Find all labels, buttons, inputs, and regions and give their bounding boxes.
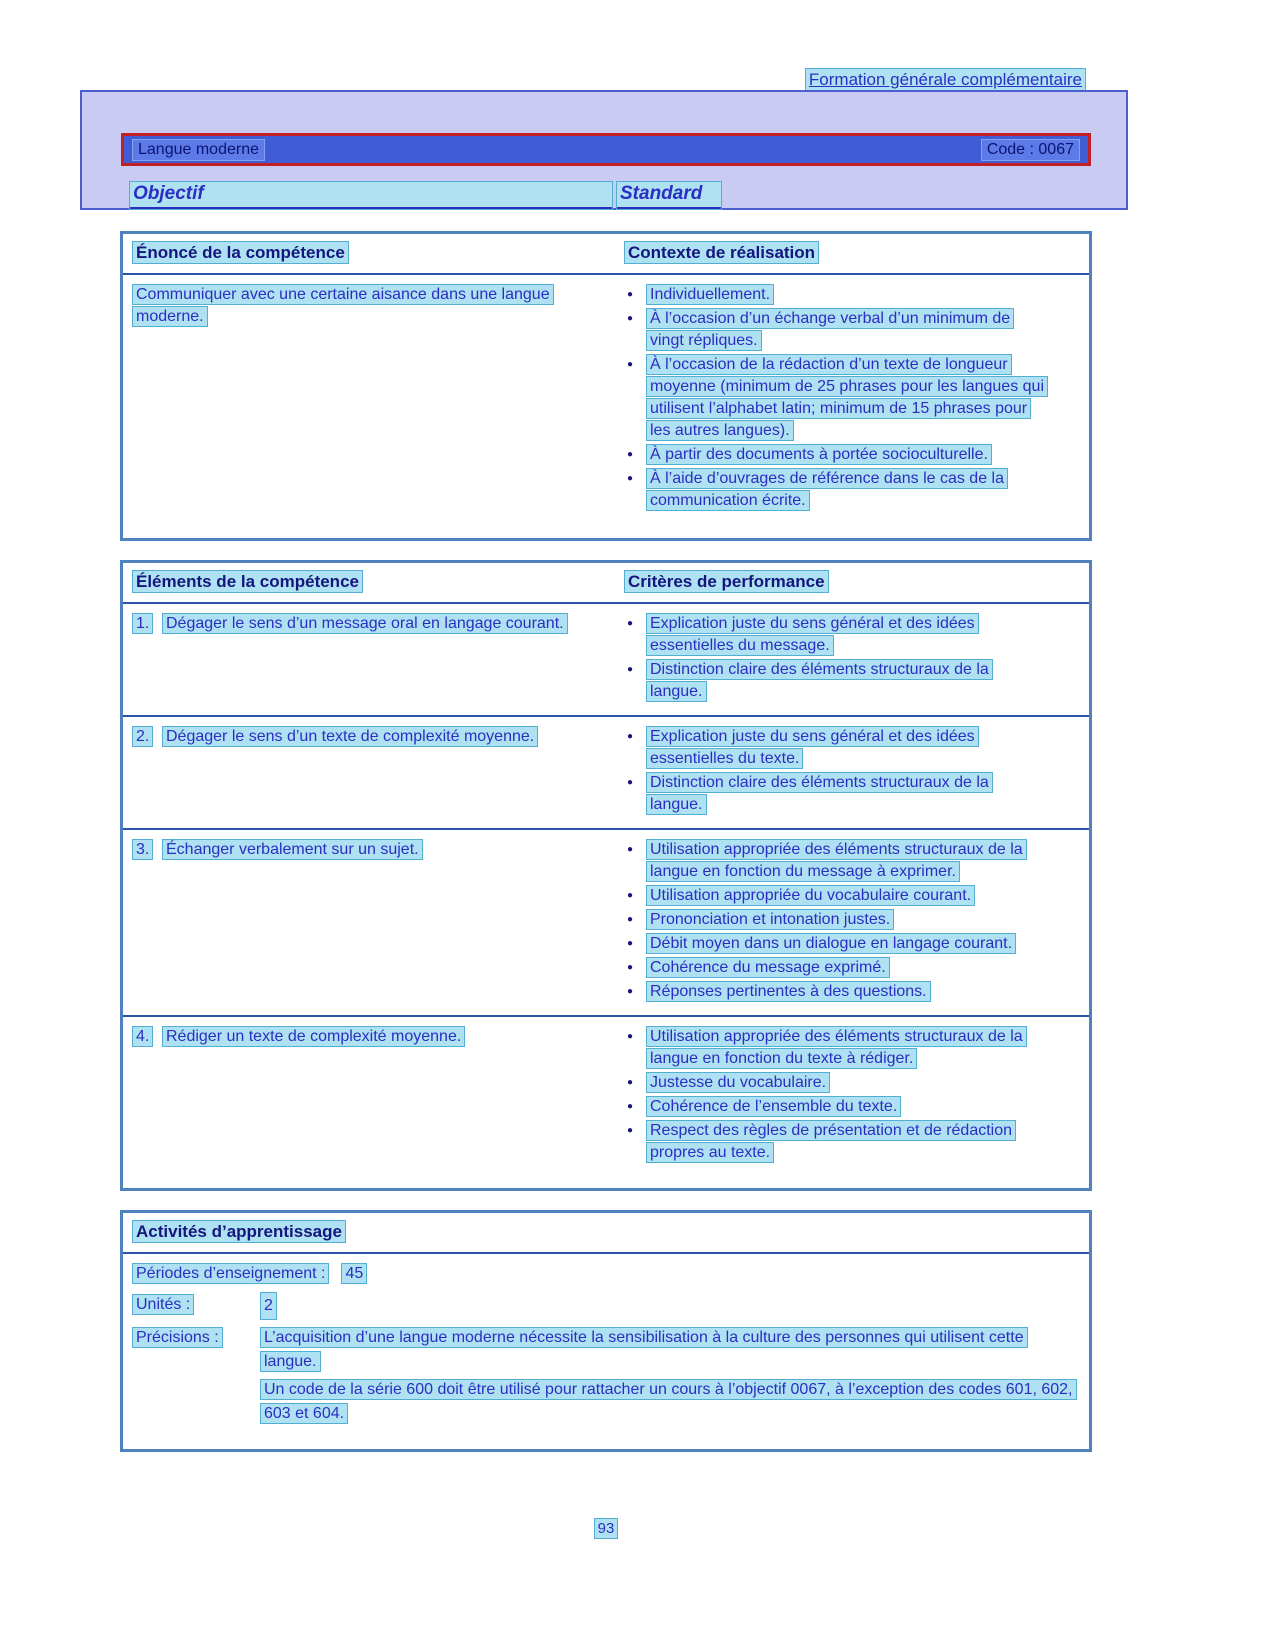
elements-header-left: Éléments de la compétence <box>133 571 362 592</box>
periods-row <box>133 1262 1079 1286</box>
activities-header-cell <box>123 1213 1089 1254</box>
element-row <box>123 715 1089 828</box>
header-panel <box>80 90 1128 210</box>
standard-heading: Standard <box>617 182 721 209</box>
criteria-cell <box>615 717 1089 828</box>
elements-header-right: Critères de performance <box>625 571 828 592</box>
criterion-bullet <box>627 957 1045 979</box>
activities-body <box>123 1254 1089 1449</box>
element-row <box>123 1015 1089 1176</box>
context-bullet-text: À l’aide d’ouvrages de référence dans le cas de la communication écrite. <box>647 469 1007 510</box>
competence-statement-cell <box>123 275 615 524</box>
criterion-text: Respect des règles de présentation et de rédaction propres au texte. <box>647 1121 1015 1162</box>
activities-table <box>120 1210 1092 1452</box>
element-cell <box>123 830 615 1015</box>
criterion-bullet <box>627 981 1045 1003</box>
competence-table-header <box>123 234 1089 275</box>
criterion-text: Prononciation et intonation justes. <box>647 910 893 929</box>
course-code: Code : 0067 <box>982 140 1079 160</box>
precisions-body <box>261 1326 1079 1430</box>
bullet-icon <box>627 839 647 883</box>
precisions-row <box>133 1326 1079 1430</box>
criterion-text: Utilisation appropriée du vocabulaire courant. <box>647 886 974 905</box>
criterion-text: Justesse du vocabulaire. <box>647 1073 829 1092</box>
running-head-text: Formation générale complémentaire <box>806 69 1085 90</box>
criterion-text: Explication juste du sens général et des idées essentielles du texte. <box>647 727 978 768</box>
context-bullet-text: À partir des documents à portée socioculturelle. <box>647 445 991 464</box>
competence-header-left: Énoncé de la compétence <box>133 242 348 263</box>
units-label: Unités : <box>133 1295 193 1314</box>
criterion-bullet <box>627 726 1045 770</box>
bullet-icon <box>627 885 647 907</box>
criterion-bullet <box>627 1072 1045 1094</box>
context-bullet-text: À l’occasion de la rédaction d’un texte de longueur moyenne (minimum de 25 phrases pour les langues qui utilisent l’alphabet latin; minimum de 15 phrases pour les autres langues). <box>647 355 1047 440</box>
competence-table-body <box>123 275 1089 524</box>
bullet-icon <box>627 444 647 466</box>
criterion-bullet <box>627 885 1045 907</box>
bullet-icon <box>627 1072 647 1094</box>
criterion-bullet <box>627 772 1045 816</box>
bullet-icon <box>627 354 647 442</box>
criterion-bullet <box>627 659 1045 703</box>
bullet-icon <box>627 613 647 657</box>
criterion-text: Débit moyen dans un dialogue en langage courant. <box>647 934 1015 953</box>
bullet-icon <box>627 284 647 306</box>
criterion-bullet <box>627 909 1045 931</box>
context-bullet <box>627 284 1045 306</box>
context-bullet <box>627 308 1045 352</box>
bullet-icon <box>627 981 647 1003</box>
page-number: 93 <box>595 1519 618 1538</box>
element-text: Échanger verbalement sur un sujet. <box>163 840 422 859</box>
element-cell <box>123 717 615 828</box>
element-number: 4. <box>133 1027 152 1046</box>
context-bullet-text: À l’occasion d’un échange verbal d’un minimum de vingt répliques. <box>647 309 1013 350</box>
criterion-bullet <box>627 933 1045 955</box>
column-headings <box>130 182 721 209</box>
bullet-icon <box>627 726 647 770</box>
page-number-container <box>120 1520 1092 1537</box>
competence-header-right: Contexte de réalisation <box>625 242 818 263</box>
activities-header: Activités d’apprentissage <box>133 1221 345 1242</box>
competence-header-right-cell <box>615 234 1089 273</box>
bullet-icon <box>627 468 647 512</box>
bullet-icon <box>627 1026 647 1070</box>
units-value: 2 <box>261 1293 276 1319</box>
criterion-text: Cohérence de l’ensemble du texte. <box>647 1097 900 1116</box>
bullet-icon <box>627 909 647 931</box>
element-cell <box>123 604 615 715</box>
title-banner <box>121 133 1091 166</box>
criterion-bullet <box>627 1120 1045 1164</box>
element-number: 1. <box>133 614 152 633</box>
competence-table <box>120 231 1092 541</box>
criteria-cell <box>615 1017 1089 1176</box>
criterion-text: Distinction claire des éléments structuraux de la langue. <box>647 773 992 814</box>
context-bullet-text: Individuellement. <box>647 285 773 304</box>
element-cell <box>123 1017 615 1176</box>
bullet-icon <box>627 957 647 979</box>
bullet-icon <box>627 933 647 955</box>
units-row <box>133 1293 1079 1319</box>
element-number: 3. <box>133 840 152 859</box>
criterion-bullet <box>627 613 1045 657</box>
periods-value: 45 <box>342 1264 366 1283</box>
precision-paragraph: L’acquisition d’une langue moderne nécessite la sensibilisation à la culture des personnes qui utilisent cette langue. <box>261 1328 1027 1371</box>
bullet-icon <box>627 659 647 703</box>
context-bullet <box>627 444 1045 466</box>
criteria-cell <box>615 830 1089 1015</box>
precisions-label: Précisions : <box>133 1328 222 1347</box>
criterion-text: Explication juste du sens général et des idées essentielles du message. <box>647 614 978 655</box>
precision-paragraph: Un code de la série 600 doit être utilisé pour rattacher un cours à l’objectif 0067, à l’exception des codes 601, 602, 603 et 604. <box>261 1380 1076 1423</box>
periods-label: Périodes d’enseignement : <box>133 1264 328 1283</box>
criterion-text: Réponses pertinentes à des questions. <box>647 982 930 1001</box>
objectif-heading: Objectif <box>130 182 612 209</box>
element-text: Dégager le sens d’un message oral en langage courant. <box>163 614 567 633</box>
criterion-text: Distinction claire des éléments structuraux de la langue. <box>647 660 992 701</box>
criterion-text: Utilisation appropriée des éléments structuraux de la langue en fonction du message à exprimer. <box>647 840 1026 881</box>
element-text: Rédiger un texte de complexité moyenne. <box>163 1027 464 1046</box>
criterion-bullet <box>627 1026 1045 1070</box>
bullet-icon <box>627 1120 647 1164</box>
elements-table-header <box>123 563 1089 604</box>
element-row <box>123 604 1089 715</box>
context-bullet <box>627 354 1045 442</box>
elements-header-left-cell <box>123 563 615 602</box>
element-row <box>123 828 1089 1015</box>
bullet-icon <box>627 308 647 352</box>
element-text: Dégager le sens d’un texte de complexité moyenne. <box>163 727 537 746</box>
bullet-icon <box>627 1096 647 1118</box>
criterion-text: Utilisation appropriée des éléments structuraux de la langue en fonction du texte à rédiger. <box>647 1027 1026 1068</box>
criterion-text: Cohérence du message exprimé. <box>647 958 889 977</box>
running-head <box>806 70 1085 90</box>
elements-table <box>120 560 1092 1191</box>
element-number: 2. <box>133 727 152 746</box>
elements-header-right-cell <box>615 563 1089 602</box>
competence-statement: Communiquer avec une certaine aisance dans une langue moderne. <box>133 285 553 326</box>
competence-header-left-cell <box>123 234 615 273</box>
context-cell <box>615 275 1089 524</box>
criteria-cell <box>615 604 1089 715</box>
criterion-bullet <box>627 1096 1045 1118</box>
criterion-bullet <box>627 839 1045 883</box>
course-title: Langue moderne <box>133 140 264 160</box>
bullet-icon <box>627 772 647 816</box>
context-bullet <box>627 468 1045 512</box>
